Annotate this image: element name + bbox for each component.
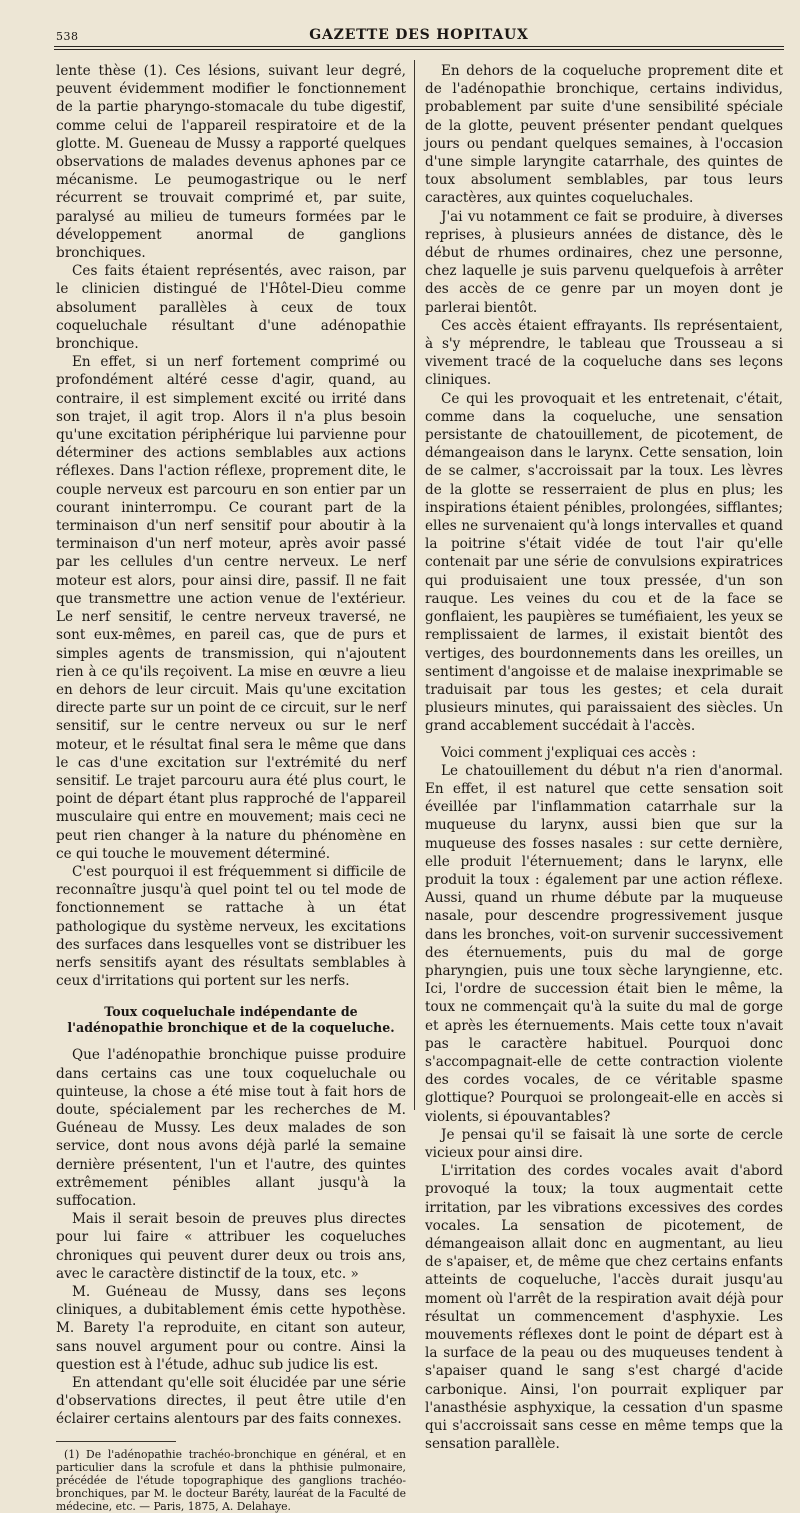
right-column bbox=[425, 62, 783, 1453]
footnote-rule bbox=[56, 1441, 176, 1442]
paragraph: En effet, si un nerf fortement comprimé ou profondément altéré cesse d'agir, quand, au contraire, il est simplement excité ou irrité dans son trajet, il agit trop. Alors il n'a plus besoin qu'une excitation périphérique lui parvienne pour déterminer des actions semblables aux actions réflexes. Dans l'action réflexe, proprement dite, le couple nerveux est parcouru en son entier par un courant ininterrompu. Ce courant part de la terminaison d'un nerf sensitif pour aboutir à la terminaison d'un nerf moteur, après avoir passé par les cellules d'un centre nerveux. Le nerf moteur est alors, pour ainsi dire, passif. Il ne fait que transmettre une action venue de l'extérieur. Le nerf sensitif, le centre nerveux traversé, ne sont eux-mêmes, en pareil cas, que de purs et simples agents de transmission, qui n'ajoutent rien à ce qu'ils reçoivent. La mise en œuvre a lieu en dehors de leur circuit. Mais qu'une excitation directe parte sur un point de ce circuit, sur le nerf sensitif, sur le centre nerveux ou sur le nerf moteur, et le résultat final sera le même que dans le cas d'une excitation sur l'extrémité du nerf sensitif. Le trajet parcouru aura été plus court, le point de départ étant plus rapproché de l'appareil musculaire qui entre en mouvement; mais ceci ne peut rien changer à la nature du phénomène en ce qui touche le mouvement déterminé. bbox=[56, 354, 406, 862]
paragraph: M. Guéneau de Mussy, dans ses leçons cliniques, a dubitablement émis cette hypothèse. M. Barety l'a reproduite, en citant son auteur, sans nouvel argument pour ou contre. Ainsi la question est à l'étude, adhuc sub judice lis est. bbox=[56, 1284, 406, 1373]
paragraph: Le chatouillement du début n'a rien d'anormal. En effet, il est naturel que cette sensation soit éveillée par l'inflammation catarrhale sur la muqueuse du larynx, aussi bien que sur la muqueuse des fosses nasales : sur cette dernière, elle produit l'éternuement; dans le larynx, elle produit la toux : également par une action réflexe. Aussi, quand un rhume débute par la muqueuse nasale, pour descendre progressivement jusque dans les bronches, voit-on survenir successivement des éternuements, puis du mal de gorge pharyngien, puis une toux sèche laryngienne, etc. Ici, l'ordre de succession était bien le même, la toux ne commençait qu'à la suite du mal de gorge et après les éternuements. Mais cette toux n'avait pas le caractère habituel. Pourquoi donc s'accompagnait-elle de cette contraction violente des cordes vocales, de ce véritable spasme glottique? Pourquoi se prolongeait-elle en accès si violents, si épouvantables? bbox=[425, 762, 783, 1125]
page-number: 538 bbox=[56, 30, 79, 43]
paragraph: L'irritation des cordes vocales avait d'abord provoqué la toux; la toux augmentait cette irritation, par les vibrations excessives des cordes vocales. La sensation de picotement, de démangeaison allait donc en augmentant, au lieu de s'apaiser, et, de même que chez certains enfants atteints de coqueluche, l'accès durait jusqu'au moment où l'arrêt de la respiration avait déjà pour résultat un commencement d'asphyxie. Les mouvements réflexes dont le point de départ est à la surface de la peau ou des muqueuses tendent à s'apaiser quand le sang s'est chargé d'acide carbonique. Ainsi, l'on pourrait expliquer par l'anasthésie asphyxique, la cessation d'un spasme qui s'accroissait sans cesse en même temps que la sensation parallèle. bbox=[425, 1163, 783, 1453]
paragraph: Je pensai qu'il se faisait là une sorte de cercle vicieux pour ainsi dire. bbox=[425, 1126, 783, 1161]
paragraph: Mais il serait besoin de preuves plus directes pour lui faire « attribuer les coqueluches chroniques qui peuvent durer deux ou trois ans, avec le caractère distinctif de la toux, etc. » bbox=[56, 1211, 406, 1282]
paragraph: J'ai vu notamment ce fait se produire, à diverses reprises, à plusieurs années de distance, dès le début de rhumes ordinaires, chez une personne, chez laquelle je suis parvenu quelquefois à arrêter des accès de ce genre par un moyen dont je parlerai bientôt. bbox=[425, 208, 783, 316]
header-rule bbox=[54, 46, 784, 50]
paragraph: Que l'adénopathie bronchique puisse produire dans certains cas une toux coqueluchale ou quinteuse, la chose a été mise tout à fait hors de doute, spécialement par les recherches de M. Guéneau de Mussy. Les deux malades de son service, dont nous avons déjà parlé la semaine dernière présentent, l'un et l'autre, des quintes extrêmement pénibles allant jusqu'à la suffocation. bbox=[56, 1047, 406, 1209]
paragraph: Voici comment j'expliquai ces accès : bbox=[441, 744, 697, 761]
paragraph: Ce qui les provoquait et les entretenait, c'était, comme dans la coqueluche, une sensation persistante de chatouillement, de picotement, de démangeaison dans le larynx. Cette sensation, loin de se calmer, s'accroissait par la toux. Les lèvres de la glotte se resserraient de plus en plus; les inspirations étaient pénibles, prolongées, sifflantes; elles ne survenaient qu'à longs intervalles et quand la poitrine s'était vidée de tout l'air qu'elle contenait par une série de convulsions expiratrices qui produisaient une toux pressée, d'un son rauque. Les veines du cou et de la face se gonflaient, les paupières se tuméfiaient, les yeux se remplissaient de larmes, il existait bientôt des vertiges, des bourdonnements dans les oreilles, un sentiment d'angoisse et de malaise inexprimable se traduisait par tous les gestes; et cela durait plusieurs minutes, qui paraissaient des siècles. Un grand accablement succédait à l'accès. bbox=[425, 390, 783, 735]
left-column bbox=[56, 62, 406, 1513]
paragraph: En dehors de la coqueluche proprement dite et de l'adénopathie bronchique, certains individus, probablement par suite d'une sensibilité spéciale de la glotte, peuvent présenter pendant quelques jours ou pendant quelques semaines, à l'occasion d'une simple laryngite catarrhale, des quintes de toux absolument semblables, par tous leurs caractères, aux quintes coqueluchales. bbox=[425, 63, 783, 207]
journal-title: GAZETTE DES HOPITAUX bbox=[309, 27, 529, 43]
paragraph: Ces faits étaient représentés, avec raison, par le clinicien distingué de l'Hôtel-Dieu comme absolument parallèles à ceux de toux coqueluchale résultant d'une adénopathie bronchique. bbox=[56, 263, 406, 353]
page-header bbox=[54, 22, 784, 48]
footnote: (1) De l'adénopathie trachéo-bronchique en général, et en particulier dans la scrofule et dans la phthisie pulmonaire, précédée de l'étude topographique des ganglions trachéo-bronchiques, par M. le docteur Baréty, lauréat de la Faculté de médecine, etc. — Paris, 1875, A. Delahaye. bbox=[56, 1447, 406, 1513]
column-divider bbox=[414, 60, 415, 1110]
paragraph: Ces accès étaient effrayants. Ils représentaient, à s'y méprendre, le tableau que Trousseau a si vivement tracé de la coqueluche dans ses leçons cliniques. bbox=[425, 317, 783, 389]
paragraph-spacer bbox=[425, 736, 783, 744]
paragraph: En attendant qu'elle soit élucidée par une série d'observations directes, il peut être utile d'en éclairer certains alentours par des faits connexes. bbox=[56, 1375, 406, 1428]
section-heading: Toux coqueluchale indépendante de l'adénopathie bronchique et de la coqueluche. bbox=[67, 1004, 395, 1036]
paragraph: lente thèse (1). Ces lésions, suivant leur degré, peuvent évidemment modifier le fonctionnement de la partie pharyngo-stomacale du tube digestif, comme celui de l'appareil respiratoire et de la glotte. M. Gueneau de Mussy a rapporté quelques observations de malades devenus aphones par ce mécanisme. Le peumogastrique ou le nerf récurrent se trouvait comprimé et, par suite, paralysé au milieu de tumeurs formées par le développement anormal de ganglions bronchiques. bbox=[56, 63, 406, 262]
paragraph: C'est pourquoi il est fréquemment si difficile de reconnaître jusqu'à quel point tel ou tel mode de fonctionnement se rattache à un état pathologique du système nerveux, les excitations des surfaces dans lesquelles vont se distribuer les nerfs sensitifs ayant des résultats semblables à ceux d'irritations qui portent sur les nerfs. bbox=[56, 863, 406, 990]
